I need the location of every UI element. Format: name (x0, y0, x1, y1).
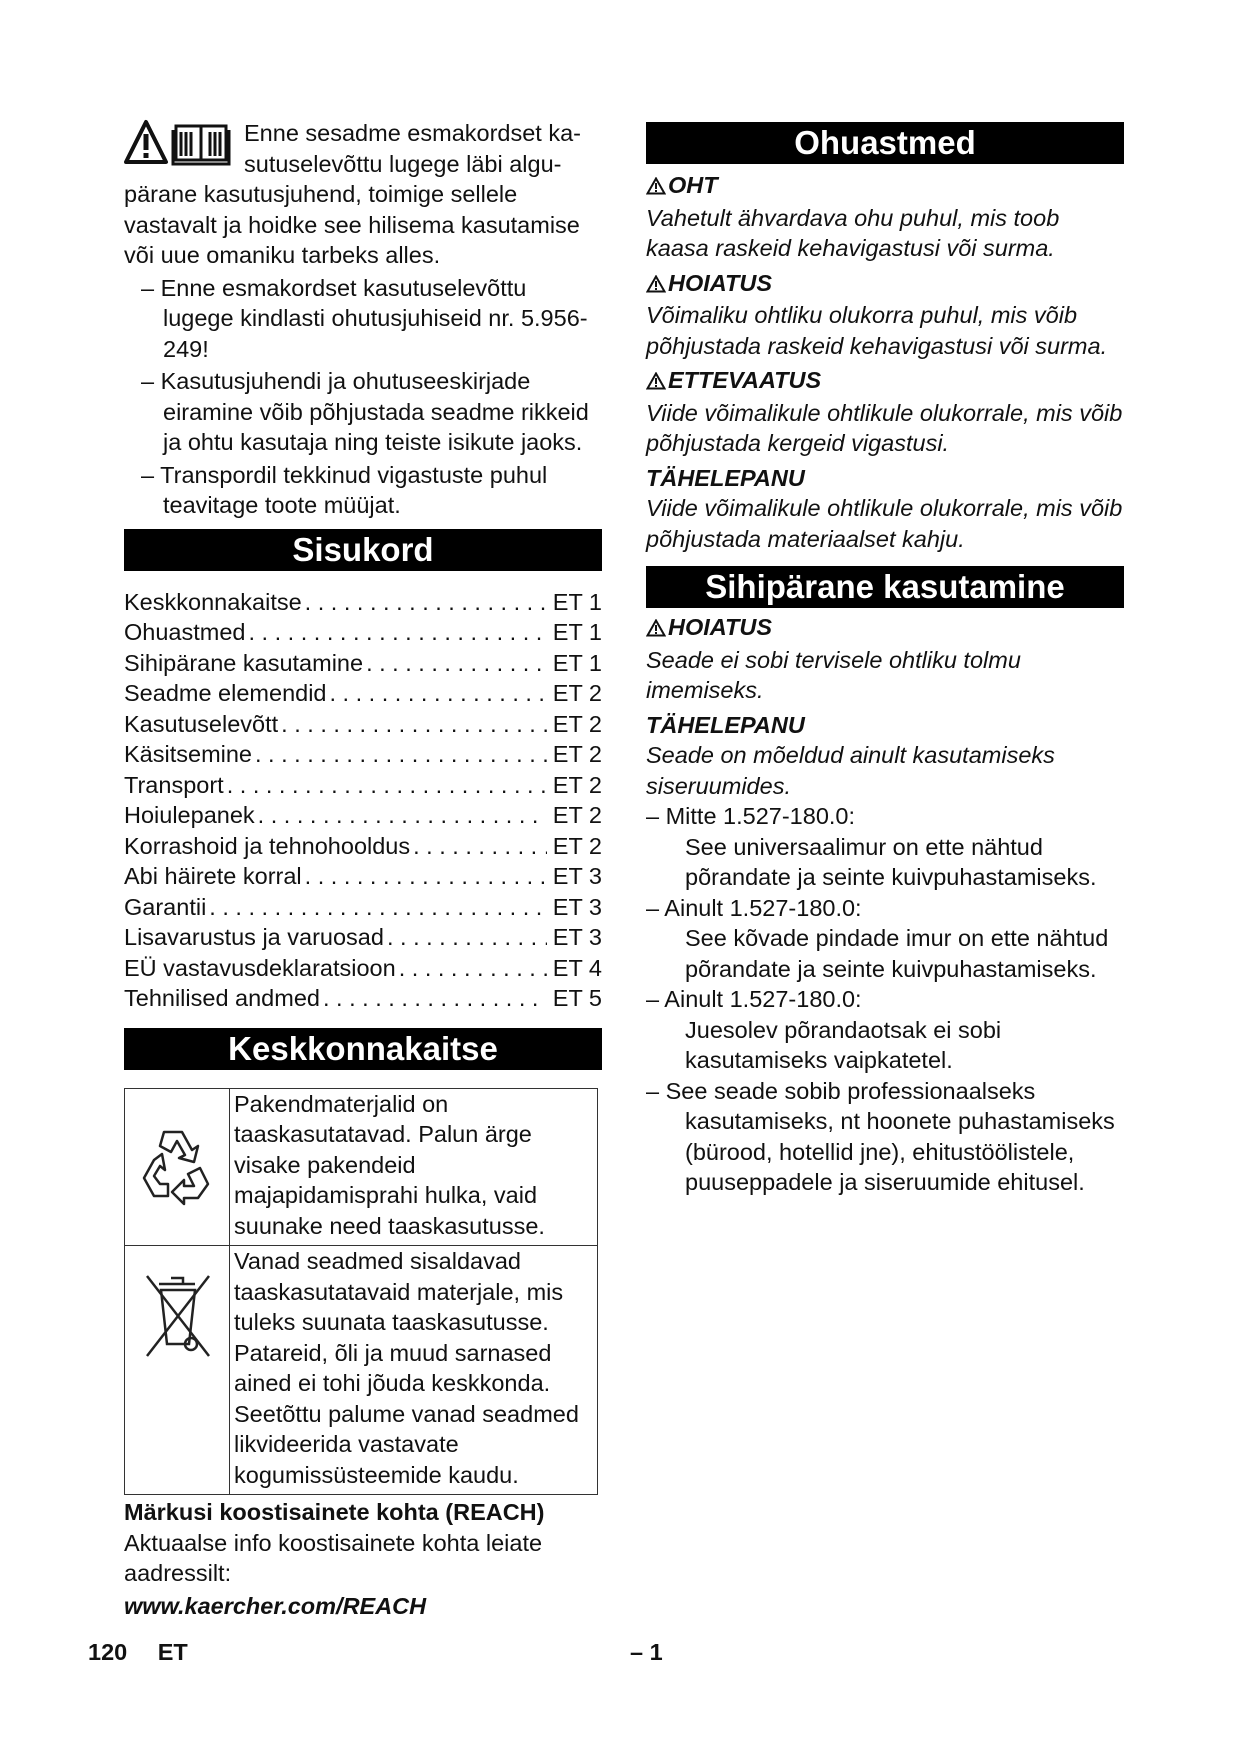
hazard-label-text: ETTEVAATUS (668, 367, 822, 393)
hazard-description: Vahetult ähvardava ohu puhul, mis toob kaasa raskeid kehavigastusi või surma. (646, 204, 1060, 261)
environment-table (124, 1088, 598, 1496)
hazard-label-text: OHT (668, 172, 718, 198)
toc-label: Kasutuselevõtt (124, 710, 279, 737)
toc-label: EÜ vastavusdeklaratsioon (124, 954, 396, 981)
usage-note-label: TÄHELEPANU (646, 711, 805, 738)
hazard-label (646, 170, 1124, 203)
toc-page: ET 4 (552, 954, 602, 981)
toc-label: Sihipärane kasutamine (124, 649, 364, 676)
toc-entry[interactable] (124, 617, 602, 648)
toc-leader-dots (278, 709, 547, 740)
page-footer-left (88, 1637, 188, 1668)
toc-page: ET 2 (552, 741, 602, 767)
toc-page: ET 1 (552, 588, 602, 615)
toc-page: ET 5 (552, 985, 602, 1011)
hazard-label (646, 268, 1124, 301)
toc-heading: Sisukord (124, 529, 602, 571)
toc-entry[interactable] (124, 800, 602, 831)
reach-title: Märkusi koostisainete kohta (REACH) (124, 1499, 545, 1525)
hazard-label (646, 365, 1124, 398)
toc-page: ET 2 (552, 710, 602, 737)
toc-entry[interactable] (124, 831, 602, 862)
disposal-text: Vanad seadmed sisaldavad taaskasutatavaid materjale, mis tuleks suunata taaskasutusse. Patareid, õli ja muud sarnased ained ei tohi jõuda keskkonda. Seetõttu palume vanad seadmed likvideerida vastavate kogumissüsteemide kaudu. (230, 1246, 598, 1495)
intro-line-1: Enne sesadme esmakordset ka- (244, 120, 581, 146)
toc-entry[interactable] (124, 861, 602, 892)
intro-paragraph (124, 118, 602, 271)
usage-item (646, 893, 1124, 985)
toc-page: ET 3 (552, 863, 602, 889)
toc-page: ET 1 (552, 619, 602, 645)
toc-label: Seadme elemendid (124, 680, 327, 706)
toc-leader-dots (363, 648, 547, 679)
hazard-levels-heading: Ohuastmed (646, 122, 1124, 164)
hazard-label-text: TÄHELEPANU (646, 464, 805, 491)
recycle-icon (134, 1185, 220, 1211)
reach-link[interactable]: www.kaercher.com/REACH (124, 1592, 427, 1619)
toc-entry[interactable] (124, 587, 602, 618)
toc-leader-dots (320, 983, 547, 1014)
hazard-label (646, 463, 1124, 494)
toc-entry[interactable] (124, 922, 602, 953)
toc-leader-dots (245, 617, 546, 648)
bullet-item: – Kasutusjuhendi ja ohutuseeskirjade eiramine võib põhjustada seadme rikkeid ja ohtu kasutaja ning teiste isikute jaoks. (141, 368, 589, 455)
usage-item-body: Juesolev põrandaotsak ei sobi kasutamiseks vaipkatetel. (685, 1016, 1002, 1073)
toc-page: ET 2 (552, 771, 602, 798)
toc-entry[interactable] (124, 648, 602, 679)
toc-page: ET 3 (552, 893, 602, 920)
toc-label: Transport (124, 771, 224, 798)
toc-label: Abi häirete korral (124, 863, 302, 889)
usage-item-lead: – Ainult 1.527-180.0: (646, 986, 862, 1012)
usage-item-lead: – Mitte 1.527-180.0: (646, 803, 856, 829)
page-number: 120 (88, 1639, 128, 1665)
warning-triangle-icon (646, 270, 666, 301)
usage-list (646, 801, 1124, 1198)
reach-text: Aktuaalse info koostisainete kohta leiate aadressilt: (124, 1529, 543, 1586)
intro-bullets (124, 273, 602, 521)
toc-page: ET 2 (552, 832, 602, 859)
language-code: ET (157, 1639, 188, 1665)
toc-entry[interactable] (124, 678, 602, 709)
toc-leader-dots (252, 739, 547, 770)
hazard-description: Viide võimalikule ohtlikule olukorrale, mis võib põhjustada kergeid vigastusi. (646, 399, 1123, 456)
warning-triangle-icon (646, 367, 666, 398)
toc-entry[interactable] (124, 739, 602, 770)
page-footer-center (630, 1637, 663, 1668)
toc-page: ET 2 (552, 680, 602, 706)
usage-item-body: See universaalimur on ette nähtud põrandate ja seinte kuivpuhastamiseks. (685, 833, 1097, 890)
intro-rest: pärane kasutusjuhend, toimige sellele vastavalt ja hoidke see hilisema kasutamise või uue omaniku tarbeks alles. (124, 181, 580, 268)
toc-page: ET 1 (552, 649, 602, 676)
toc-leader-dots (302, 587, 547, 618)
usage-item-body: See kõvade pindade imur on ette nähtud põrandate ja seinte kuivpuhastamiseks. (685, 925, 1109, 982)
toc-label: Keskkonnakaitse (124, 588, 302, 615)
hazard-label-text: HOIATUS (668, 269, 773, 296)
toc-leader-dots (224, 770, 547, 801)
bullet-item: – Transpordil tekkinud vigastuste puhul teavitage toote müüjat. (141, 461, 548, 518)
hazard-description: Võimaliku ohtliku olukorra puhul, mis võib põhjustada raskeid kehavigastusi või surma. (646, 302, 1108, 359)
toc-page: ET 2 (552, 802, 602, 828)
recycle-cell (125, 1088, 230, 1246)
toc-leader-dots (396, 953, 547, 984)
bullet-item: – Enne esmakordset kasutuselevõttu lugege kindlasti ohutusjuhiseid nr. 5.956-249! (141, 274, 588, 362)
toc-label: Lisavarustus ja varuosad (124, 924, 384, 950)
toc-entry[interactable] (124, 892, 602, 923)
hazard-levels (646, 170, 1124, 554)
toc-page: ET 3 (552, 924, 602, 950)
usage-note-text: Seade on mõeldud ainult kasutamiseks siseruumides. (646, 742, 1055, 799)
recycle-text: Pakendmaterjalid on taaskasutatavad. Palun ärge visake pakendeid majapidamisprahi hulka, vaid suunake need taaskasutusse. (230, 1088, 598, 1246)
warning-triangle-icon (646, 172, 666, 203)
usage-item (646, 801, 1124, 893)
toc-leader-dots (255, 800, 547, 831)
local-page-number: – 1 (630, 1639, 663, 1665)
warning-triangle-icon (646, 614, 666, 645)
toc-entry[interactable] (124, 983, 602, 1014)
usage-item (646, 984, 1124, 1076)
toc-label: Hoiulepanek (124, 802, 255, 828)
toc-label: Tehnilised andmed (124, 985, 320, 1011)
toc-entry[interactable] (124, 953, 602, 984)
usage-item-lead: – Ainult 1.527-180.0: (646, 894, 862, 921)
hazard-description: Viide võimalikule ohtlikule olukorrale, mis võib põhjustada materiaalset kahju. (646, 495, 1123, 552)
toc-leader-dots (302, 861, 547, 892)
toc-entry[interactable] (124, 770, 602, 801)
table-of-contents (124, 587, 602, 1014)
left-column (124, 118, 602, 1621)
right-column (646, 114, 1124, 1198)
toc-label: Korrashoid ja tehnohooldus (124, 832, 411, 859)
environment-heading: Keskkonnakaitse (124, 1028, 602, 1070)
disposal-cell (125, 1246, 230, 1495)
usage-item-lead: – See seade sobib professionaalseks kasutamiseks, nt hoonete puhastamiseks (bürood, hotellid jne), ehitustöölistele, puuseppadele ja siseruumide ehitusel. (646, 1077, 1115, 1195)
toc-leader-dots (327, 678, 547, 709)
warning-and-manual-icons (124, 118, 238, 170)
usage-warning-text: Seade ei sobi tervisele ohtliku tolmu imemiseks. (646, 646, 1021, 703)
intended-use-heading: Sihipärane kasutamine (646, 566, 1124, 608)
table-row (125, 1246, 598, 1495)
crossed-bin-icon (137, 1341, 217, 1367)
toc-label: Garantii (124, 893, 207, 920)
intro-line-2: sutuselevõttu lugege läbi algu- (244, 150, 562, 177)
toc-label: Käsitsemine (124, 741, 252, 767)
usage-warning-label: HOIATUS (646, 612, 1124, 645)
toc-entry[interactable] (124, 709, 602, 740)
table-row (125, 1088, 598, 1246)
toc-leader-dots (206, 892, 547, 923)
toc-leader-dots (410, 831, 547, 862)
usage-item (646, 1076, 1124, 1198)
toc-leader-dots (384, 922, 547, 953)
toc-label: Ohuastmed (124, 619, 246, 645)
